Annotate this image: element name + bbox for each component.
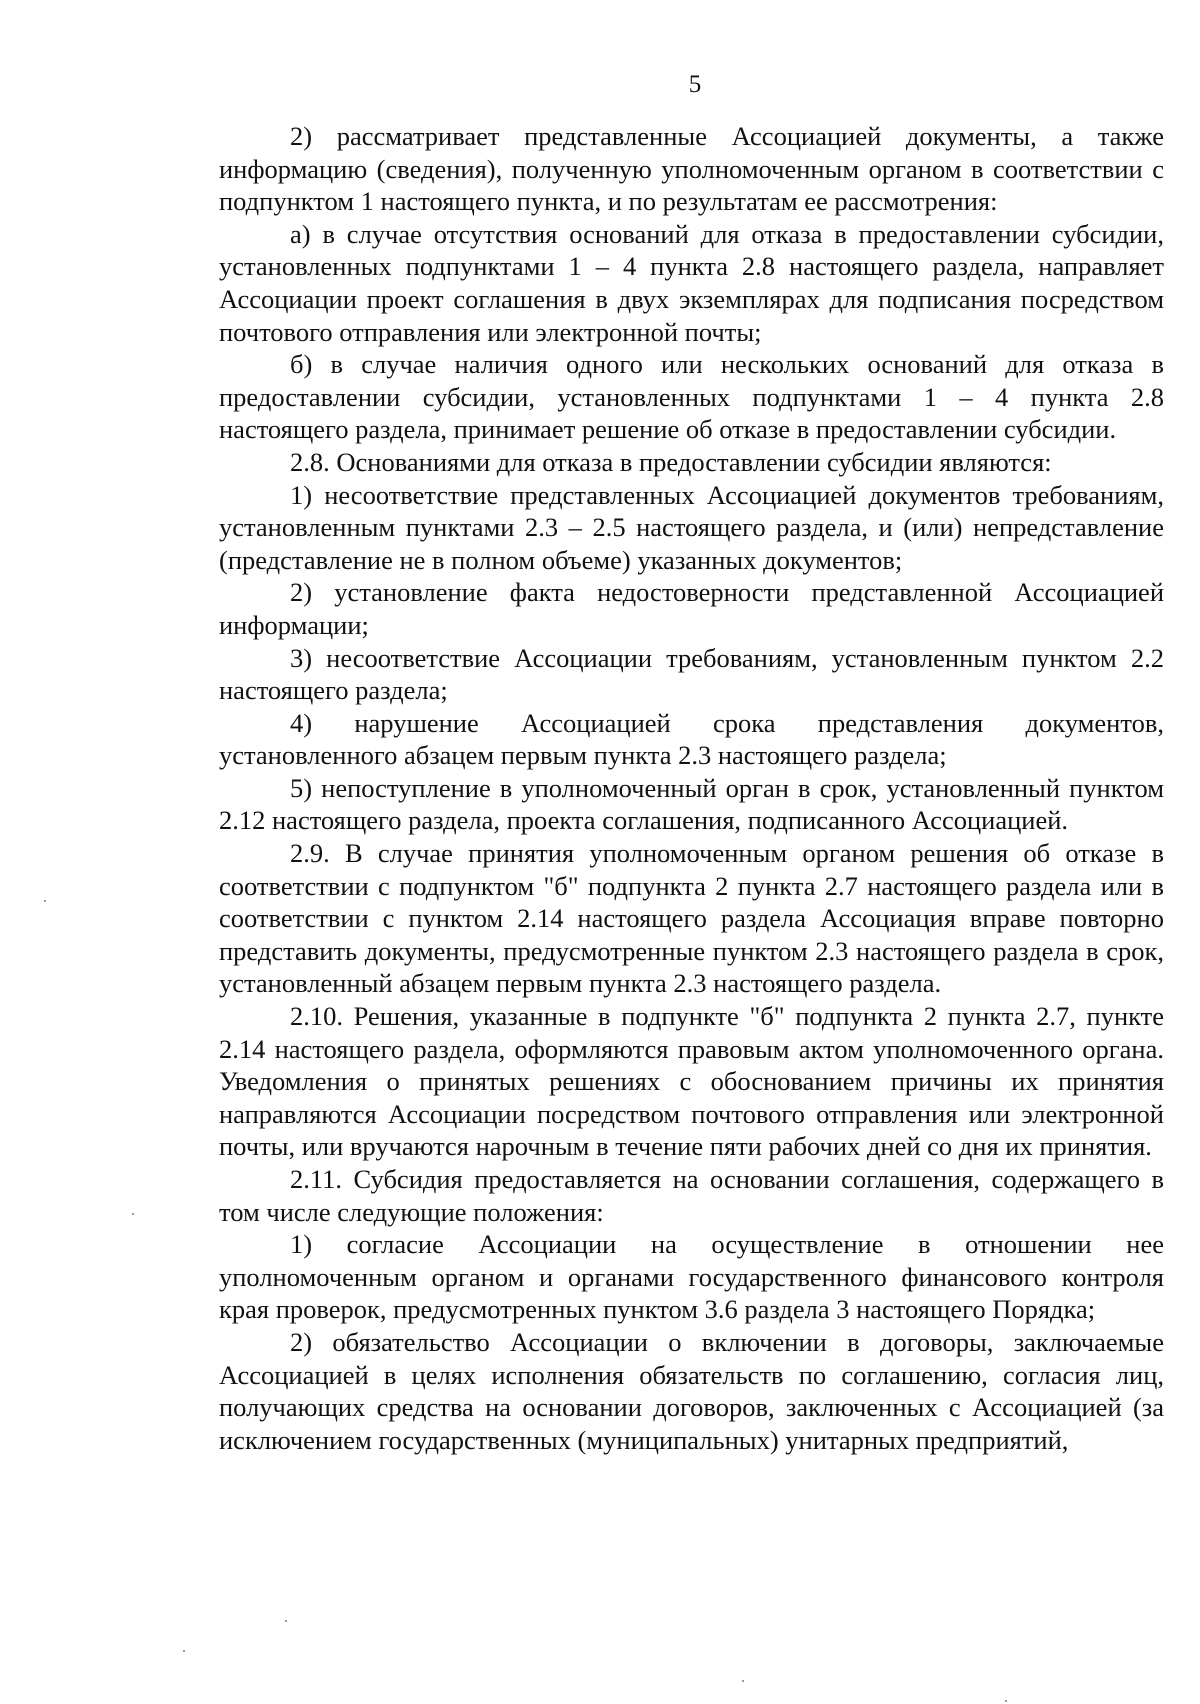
paragraph-subitem-2-review: 2) рассматривает представленные Ассоциацией документы, а также информацию (сведения), полученную уполномоченным органом в соответствии с подпунктом 1 настоящего пункта, и по результатам ее рассмотрения:: [219, 121, 1164, 217]
paragraph-subitem-b-refusal: б) в случае наличия одного или нескольких оснований для отказа в предоставлении субсидии, установленных подпунктами 1 – 4 пункта 2.8 настоящего раздела, принимает решение об отказе в предоставлении субсидии.: [219, 349, 1164, 445]
scan-speck: [132, 1213, 134, 1215]
paragraph-subitem-a-no-grounds: а) в случае отсутствия оснований для отказа в предоставлении субсидии, установленных подпунктами 1 – 4 пункта 2.8 настоящего раздела, направляет Ассоциации проект соглашения в двух экземплярах для подписания посредством почтового отправления или электронной почты;: [219, 218, 1164, 347]
scan-speck: [742, 1680, 744, 1682]
page-number: 5: [688, 71, 702, 98]
scan-speck: [1005, 1700, 1007, 1702]
paragraph-ground-2: 2) установление факта недостоверности представленной Ассоциацией информации;: [219, 577, 1164, 640]
paragraph-ground-1: 1) несоответствие представленных Ассоциацией документов требованиям, установленным пунктами 2.3 – 2.5 настоящего раздела, и (или) непредставление (представление не в полном объеме) указанных документов;: [219, 479, 1164, 575]
scan-speck: [183, 1650, 185, 1652]
paragraph-2-10-decisions: 2.10. Решения, указанные в подпункте "б" подпункта 2 пункта 2.7, пункте 2.14 настоящего раздела, оформляются правовым актом уполномоченного органа. Уведомления о принятых решениях с обоснованием причины их принятия направляются Ассоциации посредством почтового отправления или электронной почты, или вручаются нарочным в течение пяти рабочих дней со дня их принятия.: [219, 1001, 1164, 1162]
paragraph-2-9-resubmission: 2.9. В случае принятия уполномоченным органом решения об отказе в соответствии с подпунктом "б" подпункта 2 пункта 2.7 настоящего раздела или в соответствии с пунктом 2.14 настоящего раздела Ассоциация вправе повторно представить документы, предусмотренные пунктом 2.3 настоящего раздела в срок, установленный абзацем первым пункта 2.3 настоящего раздела.: [219, 838, 1164, 999]
paragraph-agreement-item-1: 1) согласие Ассоциации на осуществление в отношении нее уполномоченным органом и органами государственного финансового контроля края проверок, предусмотренных пунктом 3.6 раздела 3 настоящего Порядка;: [219, 1229, 1164, 1325]
paragraph-ground-5: 5) непоступление в уполномоченный орган в срок, установленный пунктом 2.12 настоящего раздела, проекта соглашения, подписанного Ассоциацией.: [219, 772, 1164, 836]
paragraph-ground-3: 3) несоответствие Ассоциации требованиям, установленным пунктом 2.2 настоящего раздела;: [219, 642, 1164, 706]
scan-speck: [44, 900, 46, 902]
paragraph-ground-4: 4) нарушение Ассоциацией срока представления документов, установленного абзацем первым пункта 2.3 настоящего раздела;: [219, 707, 1164, 771]
scan-speck: [285, 1620, 287, 1622]
document-body: [219, 120, 1164, 1456]
paragraph-agreement-item-2: 2) обязательство Ассоциации о включении в договоры, заключаемые Ассоциацией в целях исполнения обязательств по соглашению, согласия лиц, получающих средства на основании договоров, заключенных с Ассоциацией (за исключением государственных (муниципальных) унитарных предприятий,: [219, 1326, 1164, 1455]
paragraph-2-11-agreement: 2.11. Субсидия предоставляется на основании соглашения, содержащего в том числе следующие положения:: [219, 1164, 1164, 1227]
paragraph-2-8-grounds: 2.8. Основаниями для отказа в предоставлении субсидии являются:: [290, 446, 1052, 477]
